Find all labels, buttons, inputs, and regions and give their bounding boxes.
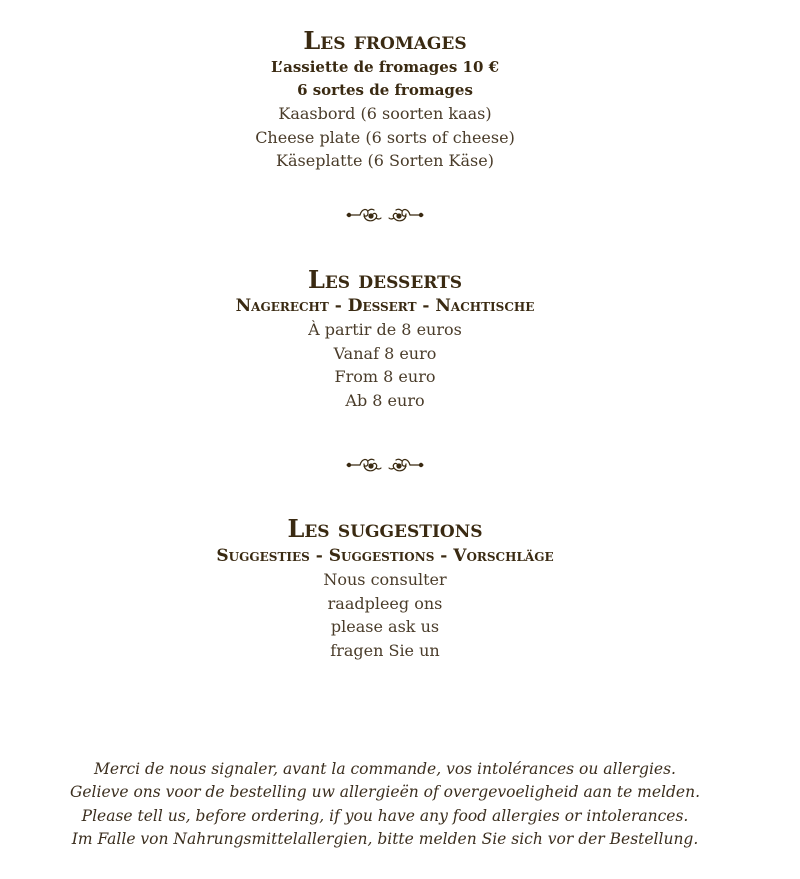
desserts-line: Ab 8 euro xyxy=(345,390,425,410)
section-fromages xyxy=(0,27,770,173)
suggestions-line: fragen Sie un xyxy=(330,640,440,660)
suggestions-line: raadpleeg ons xyxy=(327,593,443,613)
floral-flourish-icon xyxy=(388,456,424,476)
floral-flourish-icon xyxy=(346,206,382,226)
allergy-notice xyxy=(0,758,770,851)
suggestions-subtitle: Suggesties - Suggestions - Vorschläge xyxy=(216,546,554,566)
ornament-divider xyxy=(0,456,770,476)
fromages-subtitle: 6 sortes de fromages xyxy=(297,81,473,99)
fromages-translation-nl: Kaasbord (6 soorten kaas) xyxy=(278,104,492,123)
suggestions-title: Les suggestions xyxy=(287,514,483,543)
fromages-translation-de: Käseplatte (6 Sorten Käse) xyxy=(276,151,494,170)
floral-flourish-icon xyxy=(388,206,424,226)
desserts-line: From 8 euro xyxy=(334,367,436,386)
ornament-divider xyxy=(0,206,770,226)
floral-flourish-icon xyxy=(346,456,382,476)
desserts-subtitle: Nagerecht - Dessert - Nachtische xyxy=(235,296,535,316)
allergy-notice-fr: Merci de nous signaler, avant la commande, vos intolérances ou allergies. xyxy=(94,760,676,778)
fromages-price-line: L’assiette de fromages 10 € xyxy=(270,58,500,76)
fromages-translation-en: Cheese plate (6 sorts of cheese) xyxy=(255,127,515,147)
desserts-line: À partir de 8 euros xyxy=(308,320,462,339)
desserts-line: Vanaf 8 euro xyxy=(333,343,437,363)
fromages-title: Les fromages xyxy=(303,26,467,55)
section-suggestions xyxy=(0,515,770,662)
allergy-notice-de: Im Falle von Nahrungsmittelallergien, bitte melden Sie sich vor der Bestellung. xyxy=(71,829,699,848)
desserts-title: Les desserts xyxy=(307,265,463,294)
section-desserts xyxy=(0,266,770,412)
suggestions-line: Nous consulter xyxy=(323,570,447,589)
allergy-notice-en: Please tell us, before ordering, if you have any food allergies or intolerances. xyxy=(81,806,689,825)
allergy-notice-nl: Gelieve ons voor de bestelling uw allergieën of overgevoeligheid aan te melden. xyxy=(69,783,701,802)
suggestions-line: please ask us xyxy=(330,617,440,636)
